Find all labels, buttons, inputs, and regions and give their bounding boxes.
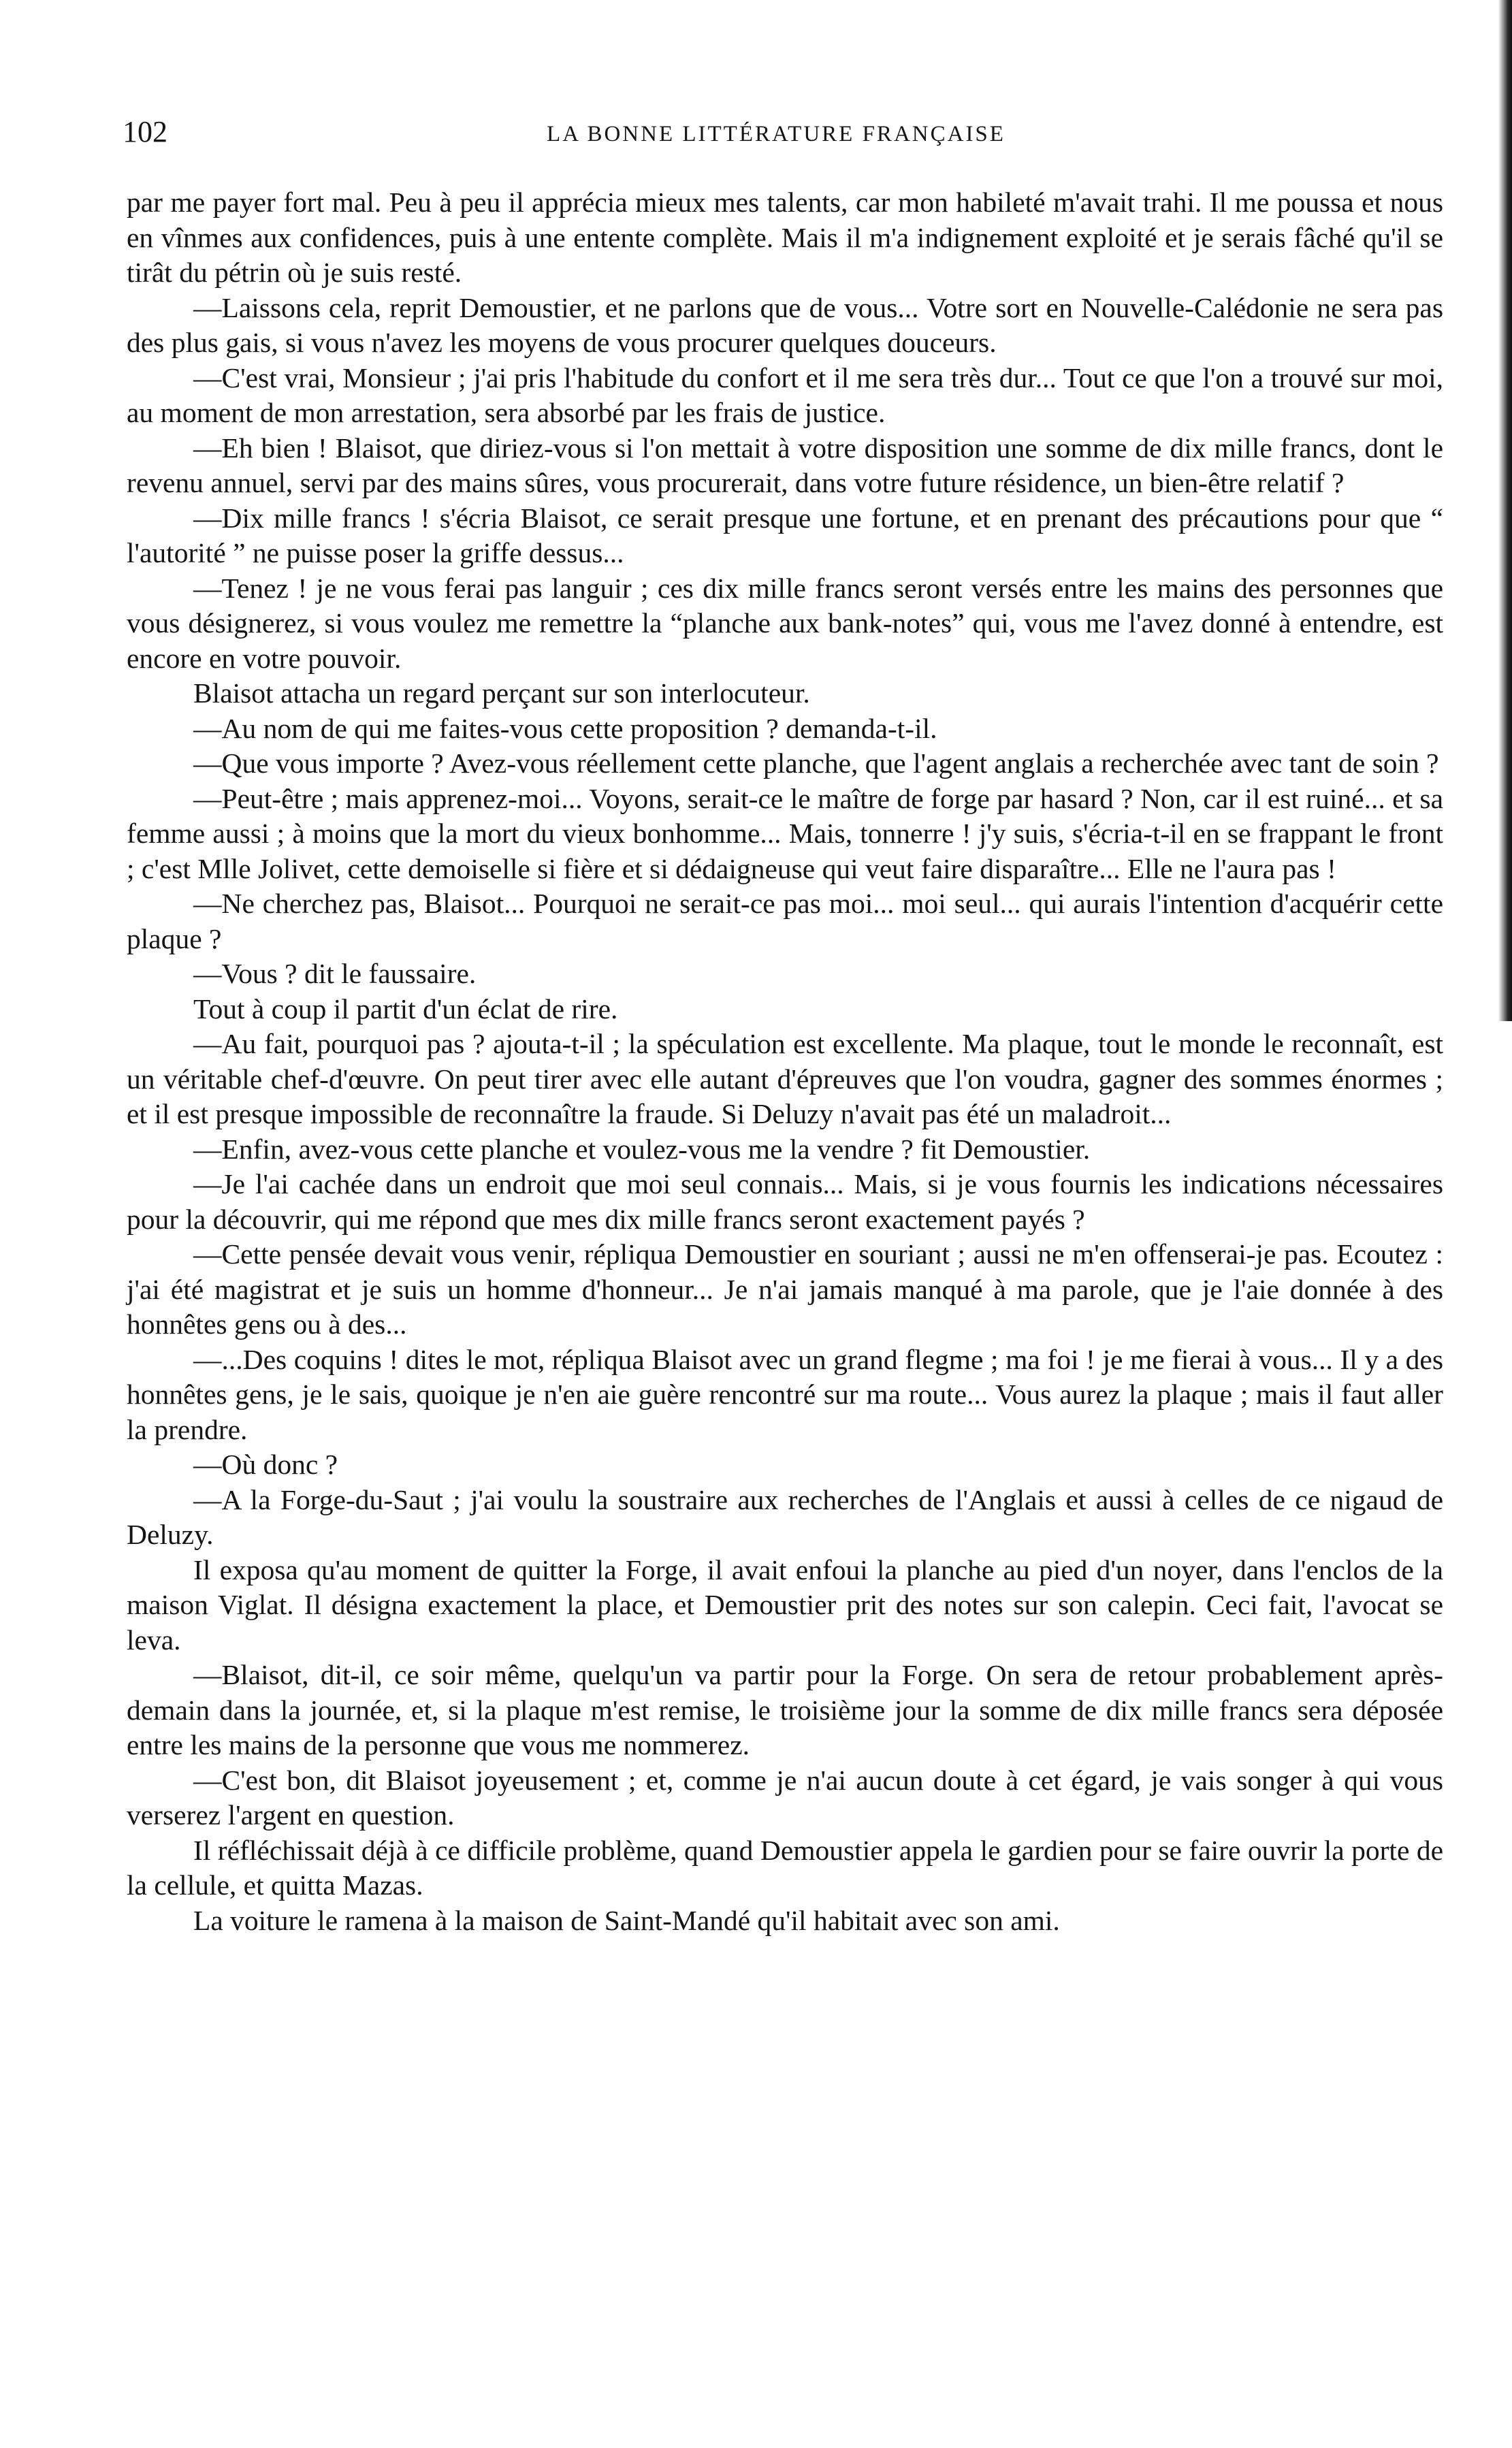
paragraph: Il réfléchissait déjà à ce difficile problème, quand Demoustier appela le gardien pour se faire ouvrir la porte de la cellule, et quitta Mazas. — [127, 1834, 1443, 1901]
paragraph: Tout à coup il partit d'un éclat de rire. — [193, 993, 618, 1025]
paragraph: —Que vous importe ? Avez-vous réellement cette planche, que l'agent anglais a recherchée avec tant de soin ? — [193, 747, 1439, 779]
paragraph: —...Des coquins ! dites le mot, répliqua Blaisot avec un grand flegme ; ma foi ! je me fierai à vous... Il y a des honnêtes gens, je le sais, quoique je n'en aie guère rencontré sur ma route... Vous aurez la plaque ; mais il faut aller la prendre. — [127, 1343, 1443, 1445]
paragraph: —C'est bon, dit Blaisot joyeusement ; et, comme je n'ai aucun doute à cet égard, je vais songer à qui vous verserez l'argent en question. — [127, 1764, 1443, 1831]
paragraph: —Eh bien ! Blaisot, que diriez-vous si l'on mettait à votre disposition une somme de dix mille francs, dont le revenu annuel, servi par des mains sûres, vous procurerait, dans votre future résidence, un bien-être relatif ? — [127, 432, 1443, 498]
running-head: LA BONNE LITTÉRATURE FRANÇAISE — [547, 122, 1006, 146]
paragraph: —Laissons cela, reprit Demoustier, et ne parlons que de vous... Votre sort en Nouvelle-Calédonie ne sera pas des plus gais, si vous n'avez les moyens de vous procurer quelques douceurs. — [127, 291, 1443, 358]
paragraph: —Vous ? dit le faussaire. — [193, 958, 477, 989]
paragraph: —Blaisot, dit-il, ce soir même, quelqu'un va partir pour la Forge. On sera de retour probablement après-demain dans la journée, et, si la plaque m'est remise, le troisième jour la somme de dix mille francs sera déposée entre les mains de la personne que vous me nommerez. — [127, 1659, 1443, 1760]
paragraph: —Je l'ai cachée dans un endroit que moi seul connais... Mais, si je vous fournis les indications nécessaires pour la découvrir, qui me répond que mes dix mille francs seront exactement payés ? — [127, 1168, 1443, 1235]
paragraph: La voiture le ramena à la maison de Saint-Mandé qu'il habitait avec son ami. — [193, 1904, 1060, 1936]
paragraph: —Où donc ? — [193, 1449, 338, 1480]
paragraph: par me payer fort mal. Peu à peu il apprécia mieux mes talents, car mon habileté m'avait trahi. Il me poussa et nous en vînmes aux confidences, puis à une entente complète. Mais il m'a indignement exploité et je serais fâché qu'il se tirât du pétrin où je suis resté. — [127, 187, 1443, 288]
page-header — [123, 112, 1430, 159]
paragraph: —A la Forge-du-Saut ; j'ai voulu la soustraire aux recherches de l'Anglais et aussi à celles de ce nigaud de Deluzy. — [127, 1483, 1443, 1550]
paragraph: —Tenez ! je ne vous ferai pas languir ; ces dix mille francs seront versés entre les mains des personnes que vous désignerez, si vous voulez me remettre la “planche aux bank-notes” qui, vous me l'avez donné à entendre, est encore en votre pouvoir. — [127, 572, 1443, 674]
paragraph: —C'est vrai, Monsieur ; j'ai pris l'habitude du confort et il me sera très dur... Tout ce que l'on a trouvé sur moi, au moment de mon arrestation, sera absorbé par les frais de justice. — [127, 361, 1443, 428]
paragraph: —Dix mille francs ! s'écria Blaisot, ce serait presque une fortune, et en prenant des précautions pour que “ l'autorité ” ne puisse poser la griffe dessus... — [127, 502, 1443, 568]
paragraph: —Ne cherchez pas, Blaisot... Pourquoi ne serait-ce pas moi... moi seul... qui aurais l'intention d'acquérir cette plaque ? — [127, 888, 1443, 954]
paragraph: —Cette pensée devait vous venir, répliqua Demoustier en souriant ; aussi ne m'en offenserai-je pas. Ecoutez : j'ai été magistrat et je suis un homme d'honneur... Je n'ai jamais manqué à ma parole, que je l'aie donnée à des honnêtes gens ou à des... — [127, 1238, 1443, 1340]
paragraph: —Au nom de qui me faites-vous cette proposition ? demanda-t-il. — [193, 712, 937, 744]
paragraph: Blaisot attacha un regard perçant sur son interlocuteur. — [193, 677, 810, 709]
paragraph: —Enfin, avez-vous cette planche et voulez-vous me la vendre ? fit Demoustier. — [193, 1133, 1091, 1165]
paragraph: —Au fait, pourquoi pas ? ajouta-t-il ; la spéculation est excellente. Ma plaque, tout le monde le reconnaît, est un véritable chef-d'œuvre. On peut tirer avec elle autant d'épreuves que l'on voudra, gagner des sommes énormes ; et il est presque impossible de reconnaître la fraude. Si Deluzy n'avait pas été un maladroit... — [127, 1028, 1443, 1129]
page-number: 102 — [123, 115, 167, 148]
page-edge-shadow — [1498, 0, 1512, 1021]
paragraph: Il exposa qu'au moment de quitter la Forge, il avait enfoui la planche au pied d'un noyer, dans l'enclos de la maison Viglat. Il désigna exactement la place, et Demoustier prit des notes sur son calepin. Ceci fait, l'avocat se leva. — [127, 1553, 1443, 1656]
body-text — [127, 185, 1443, 1938]
paragraph: —Peut-être ; mais apprenez-moi... Voyons, serait-ce le maître de forge par hasard ? Non, car il est ruiné... et sa femme aussi ; à moins que la mort du vieux bonhomme... Mais, tonnerre ! j'y suis, s'écria-t-il en se frappant le front ; c'est Mlle Jolivet, cette demoiselle si fière et si dédaigneuse qui veut faire disparaître... Elle ne l'aura pas ! — [127, 782, 1443, 884]
